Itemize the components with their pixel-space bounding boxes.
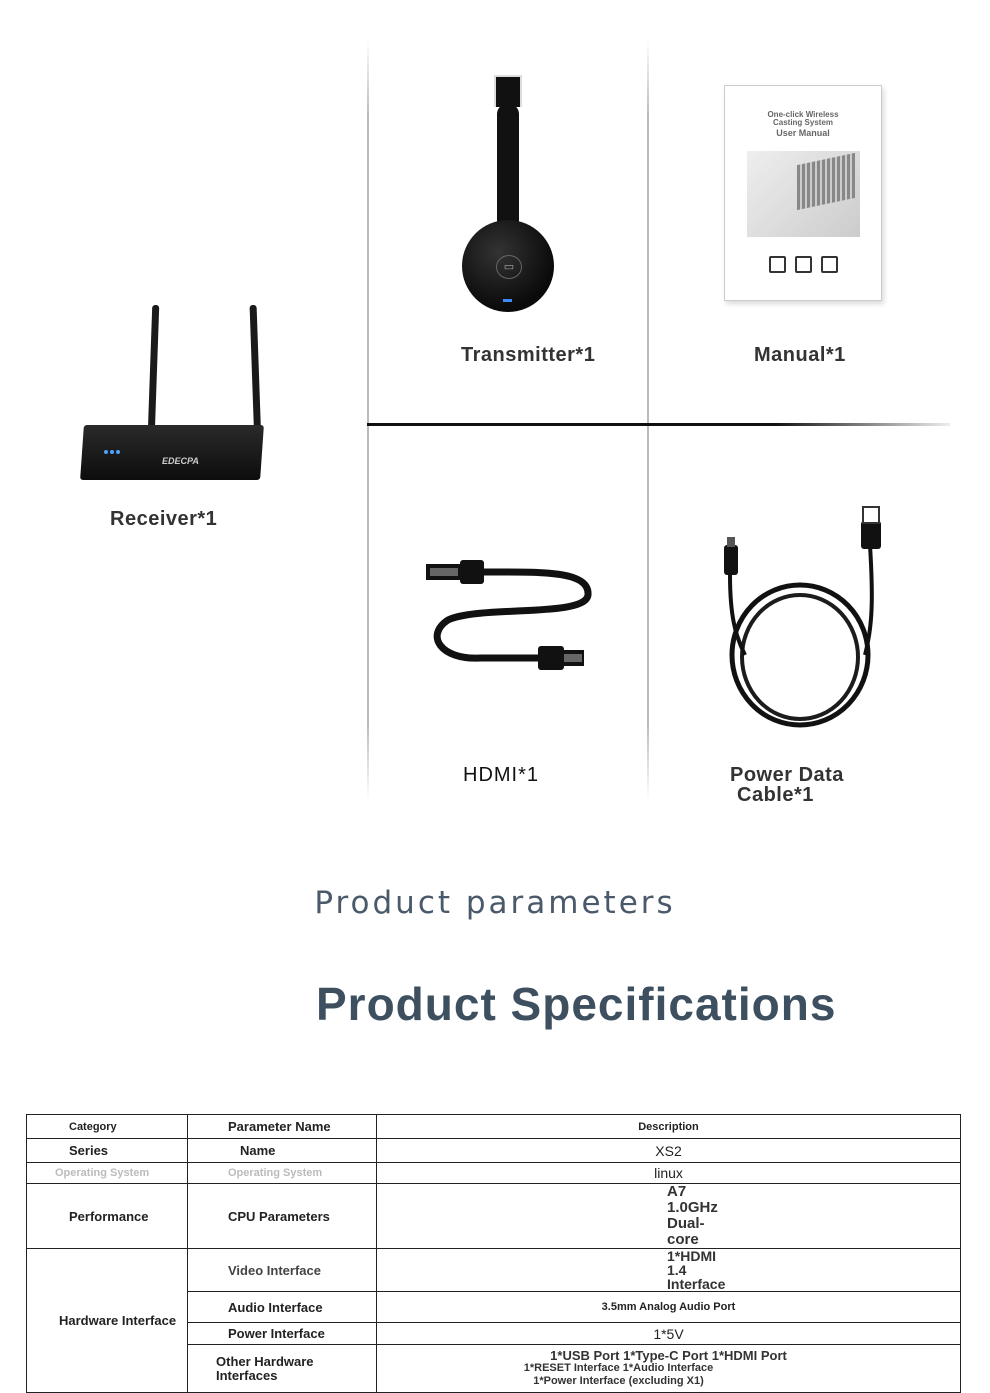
cell-cpu-value: A7 1.0GHz Dual-core	[377, 1184, 961, 1249]
spec-table	[26, 1114, 961, 1393]
table-row-video	[27, 1249, 961, 1292]
cell-other-value	[377, 1345, 961, 1393]
manual-title-line2: Casting System	[772, 118, 834, 127]
header-category: Category	[27, 1115, 188, 1139]
table-header-row	[27, 1115, 961, 1139]
power-cable-label-line1: Power Data	[730, 764, 844, 786]
cell-hardware-category: Hardware Interface	[27, 1249, 188, 1393]
power-cable-label-line2: Cable*1	[737, 784, 814, 806]
cell-other-parameter: Other Hardware Interfaces	[188, 1345, 377, 1393]
cell-os-value: linux	[377, 1163, 961, 1184]
cell-power-value: 1*5V	[377, 1323, 961, 1345]
divider-vertical-right	[647, 40, 649, 800]
transmitter-label: Transmitter*1	[461, 344, 596, 366]
cell-series-value: XS2	[377, 1139, 961, 1163]
receiver-brand: EDECPA	[162, 456, 199, 466]
manual-cover-picture	[747, 151, 860, 237]
receiver-label: Receiver*1	[110, 508, 218, 530]
cell-series-category: Series	[27, 1139, 188, 1163]
cell-os-category: Operating System	[27, 1163, 188, 1184]
manual-title-line1: One-click Wireless	[767, 110, 839, 119]
table-row-series	[27, 1139, 961, 1163]
cell-other-value-line2: 1*RESET Interface 1*Audio Interface	[523, 1362, 714, 1374]
cell-video-value: 1*HDMI 1.4 Interface	[377, 1249, 961, 1292]
cell-performance-category: Performance	[27, 1184, 188, 1249]
cell-video-parameter: Video Interface	[188, 1249, 377, 1292]
section-subtitle: Product parameters	[314, 885, 676, 921]
manual-icon-2	[795, 256, 812, 273]
manual-icon-1	[769, 256, 786, 273]
header-parameter: Parameter Name	[188, 1115, 377, 1139]
divider-vertical-left	[367, 40, 369, 800]
hdmi-cable-image	[420, 550, 600, 680]
cell-other-value-line1: 1*USB Port 1*Type-C Port 1*HDMI Port	[550, 1348, 787, 1363]
cell-audio-value: 3.5mm Analog Audio Port	[377, 1292, 961, 1323]
cell-cpu-parameter: CPU Parameters	[188, 1184, 377, 1249]
cell-power-parameter: Power Interface	[188, 1323, 377, 1345]
manual-label: Manual*1	[754, 344, 846, 366]
power-cable-image	[715, 505, 895, 730]
cell-series-parameter: Name	[188, 1139, 377, 1163]
divider-horizontal	[367, 423, 950, 426]
cell-audio-parameter: Audio Interface	[188, 1292, 377, 1323]
cell-os-parameter: Operating System	[188, 1163, 377, 1184]
header-description: Description	[377, 1115, 961, 1139]
cast-icon: ▭	[496, 255, 522, 279]
manual-image	[724, 85, 882, 301]
table-row-os	[27, 1163, 961, 1184]
manual-title-line3: User Manual	[776, 128, 830, 138]
hdmi-label: HDMI*1	[463, 764, 540, 786]
table-row-performance	[27, 1184, 961, 1249]
section-title: Product Specifications	[316, 978, 837, 1030]
cell-other-value-line3: 1*Power Interface (excluding X1)	[533, 1375, 704, 1387]
manual-icon-3	[821, 256, 838, 273]
